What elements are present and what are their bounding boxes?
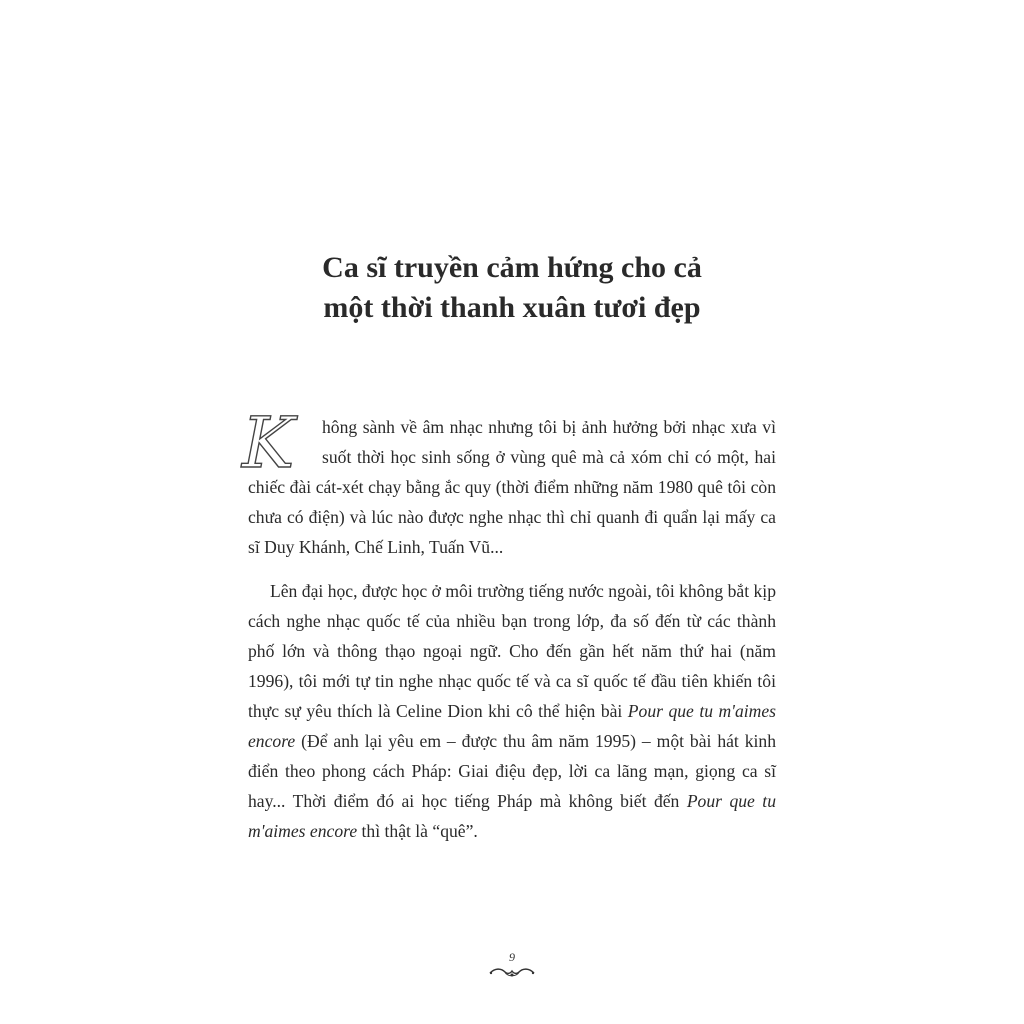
song-title-1: Pour que tu m'aimes encore bbox=[248, 701, 776, 751]
flourish-ornament-icon bbox=[487, 964, 537, 980]
page-number: 9 bbox=[509, 950, 515, 964]
chapter-title bbox=[200, 248, 824, 328]
paragraph-1 bbox=[242, 402, 776, 562]
paragraph-2-text-part-3: thì thật là “quê”. bbox=[357, 821, 478, 841]
chapter-body bbox=[242, 402, 776, 846]
chapter-title-line-2: một thời thanh xuân tươi đẹp bbox=[323, 291, 701, 325]
paragraph-2-text-part-1: Lên đại học, được học ở môi trường tiếng nước ngoài, tôi không bắt kịp cách nghe nhạc quốc tế của nhiều bạn trong lớp, đa số đến từ các thành phố lớn và thông thạo ngoại ngữ. Cho đến gần hết năm thứ hai (năm 1996), tôi mới tự tin nghe nhạc quốc tế và ca sĩ quốc tế đầu tiên khiến tôi thực sự yêu thích là Celine Dion khi cô thể hiện bài bbox=[248, 581, 776, 721]
drop-cap: K bbox=[242, 402, 295, 484]
chapter-title-line-1: Ca sĩ truyền cảm hứng cho cả bbox=[322, 251, 702, 285]
paragraph-2-text-part-2: (Để anh lại yêu em – được thu âm năm 1995) – một bài hát kinh điển theo phong cách Pháp: Giai điệu đẹp, lời ca lãng mạn, giọng ca sĩ hay... Thời điểm đó ai học tiếng Pháp mà không biết đến bbox=[248, 731, 776, 811]
paragraph-1-text: hông sành về âm nhạc nhưng tôi bị ảnh hưởng bởi nhạc xưa vì suốt thời học sinh sống ở vùng quê mà cả xóm chỉ có một, hai chiếc đài cát-xét chạy bằng ắc quy (thời điểm những năm 1980 quê tôi còn chưa có điện) và lúc nào được nghe nhạc thì chỉ quanh đi quẩn lại mấy ca sĩ Duy Khánh, Chế Linh, Tuấn Vũ... bbox=[248, 417, 776, 557]
song-title-2: Pour que tu m'aimes encore bbox=[248, 791, 776, 841]
paragraph-2 bbox=[248, 576, 776, 846]
